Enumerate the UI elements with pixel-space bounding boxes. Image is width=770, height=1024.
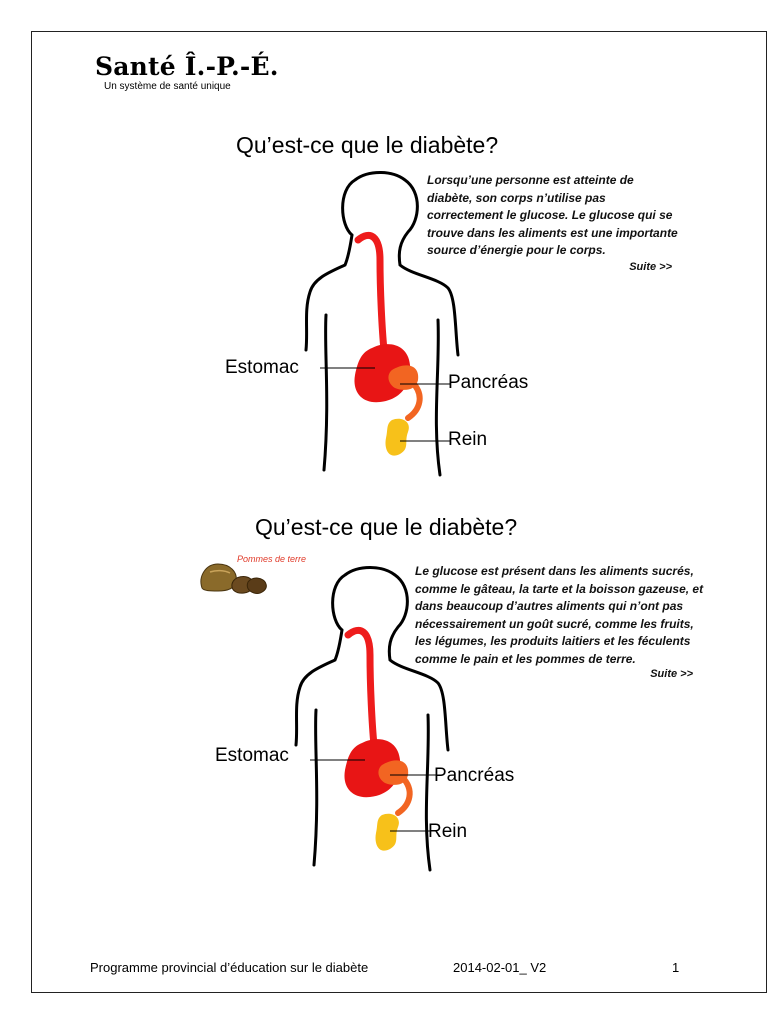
potato-2 (247, 578, 266, 593)
esophagus (348, 630, 374, 745)
section1-label-kidney: Rein (448, 429, 488, 450)
kidney (386, 419, 409, 456)
section2-label-pancreas: Pancréas (434, 765, 515, 786)
brand-tagline: Un système de santé unique (104, 81, 231, 92)
footer-program: Programme provincial d’éducation sur le diabète (90, 960, 369, 975)
section1-title: Qu’est-ce que le diabète? (236, 132, 499, 158)
section2-label-stomach: Estomac (215, 745, 289, 766)
section2-title: Qu’est-ce que le diabète? (255, 514, 518, 540)
section2-label-kidney: Rein (428, 821, 468, 842)
potato-bread-image (198, 560, 270, 598)
section1-label-pancreas: Pancréas (448, 372, 529, 393)
section2-description: Le glucose est présent dans les aliments sucrés, comme le gâteau, la tarte et la boisson gazeuse, et dans beaucoup d’autres aliments qui n’ont pas nécessairement un goût sucré, comme les fruits, les légumes, les produits laitiers et les féculents comme le pain et les pommes de terre. (415, 564, 704, 666)
section2-more-link[interactable]: Suite >> (650, 668, 693, 680)
brand-logo-text: Santé Î.-P.-É. (95, 52, 279, 81)
section1-more-link[interactable]: Suite >> (629, 261, 672, 273)
esophagus (358, 235, 384, 350)
footer-version: 2014-02-01_ V2 (453, 960, 547, 975)
bread-loaf (201, 564, 236, 591)
footer-page-number: 1 (672, 960, 680, 975)
kidney (376, 814, 399, 851)
section1-label-stomach: Estomac (225, 357, 299, 378)
section1-description: Lorsqu’une personne est atteinte de diabète, son corps n’utilise pas correctement le glucose. Le glucose qui se trouve dans les aliments est une importante source d’énergie pour le corps. (427, 173, 678, 257)
potato-label: Pommes de terre (237, 554, 307, 564)
